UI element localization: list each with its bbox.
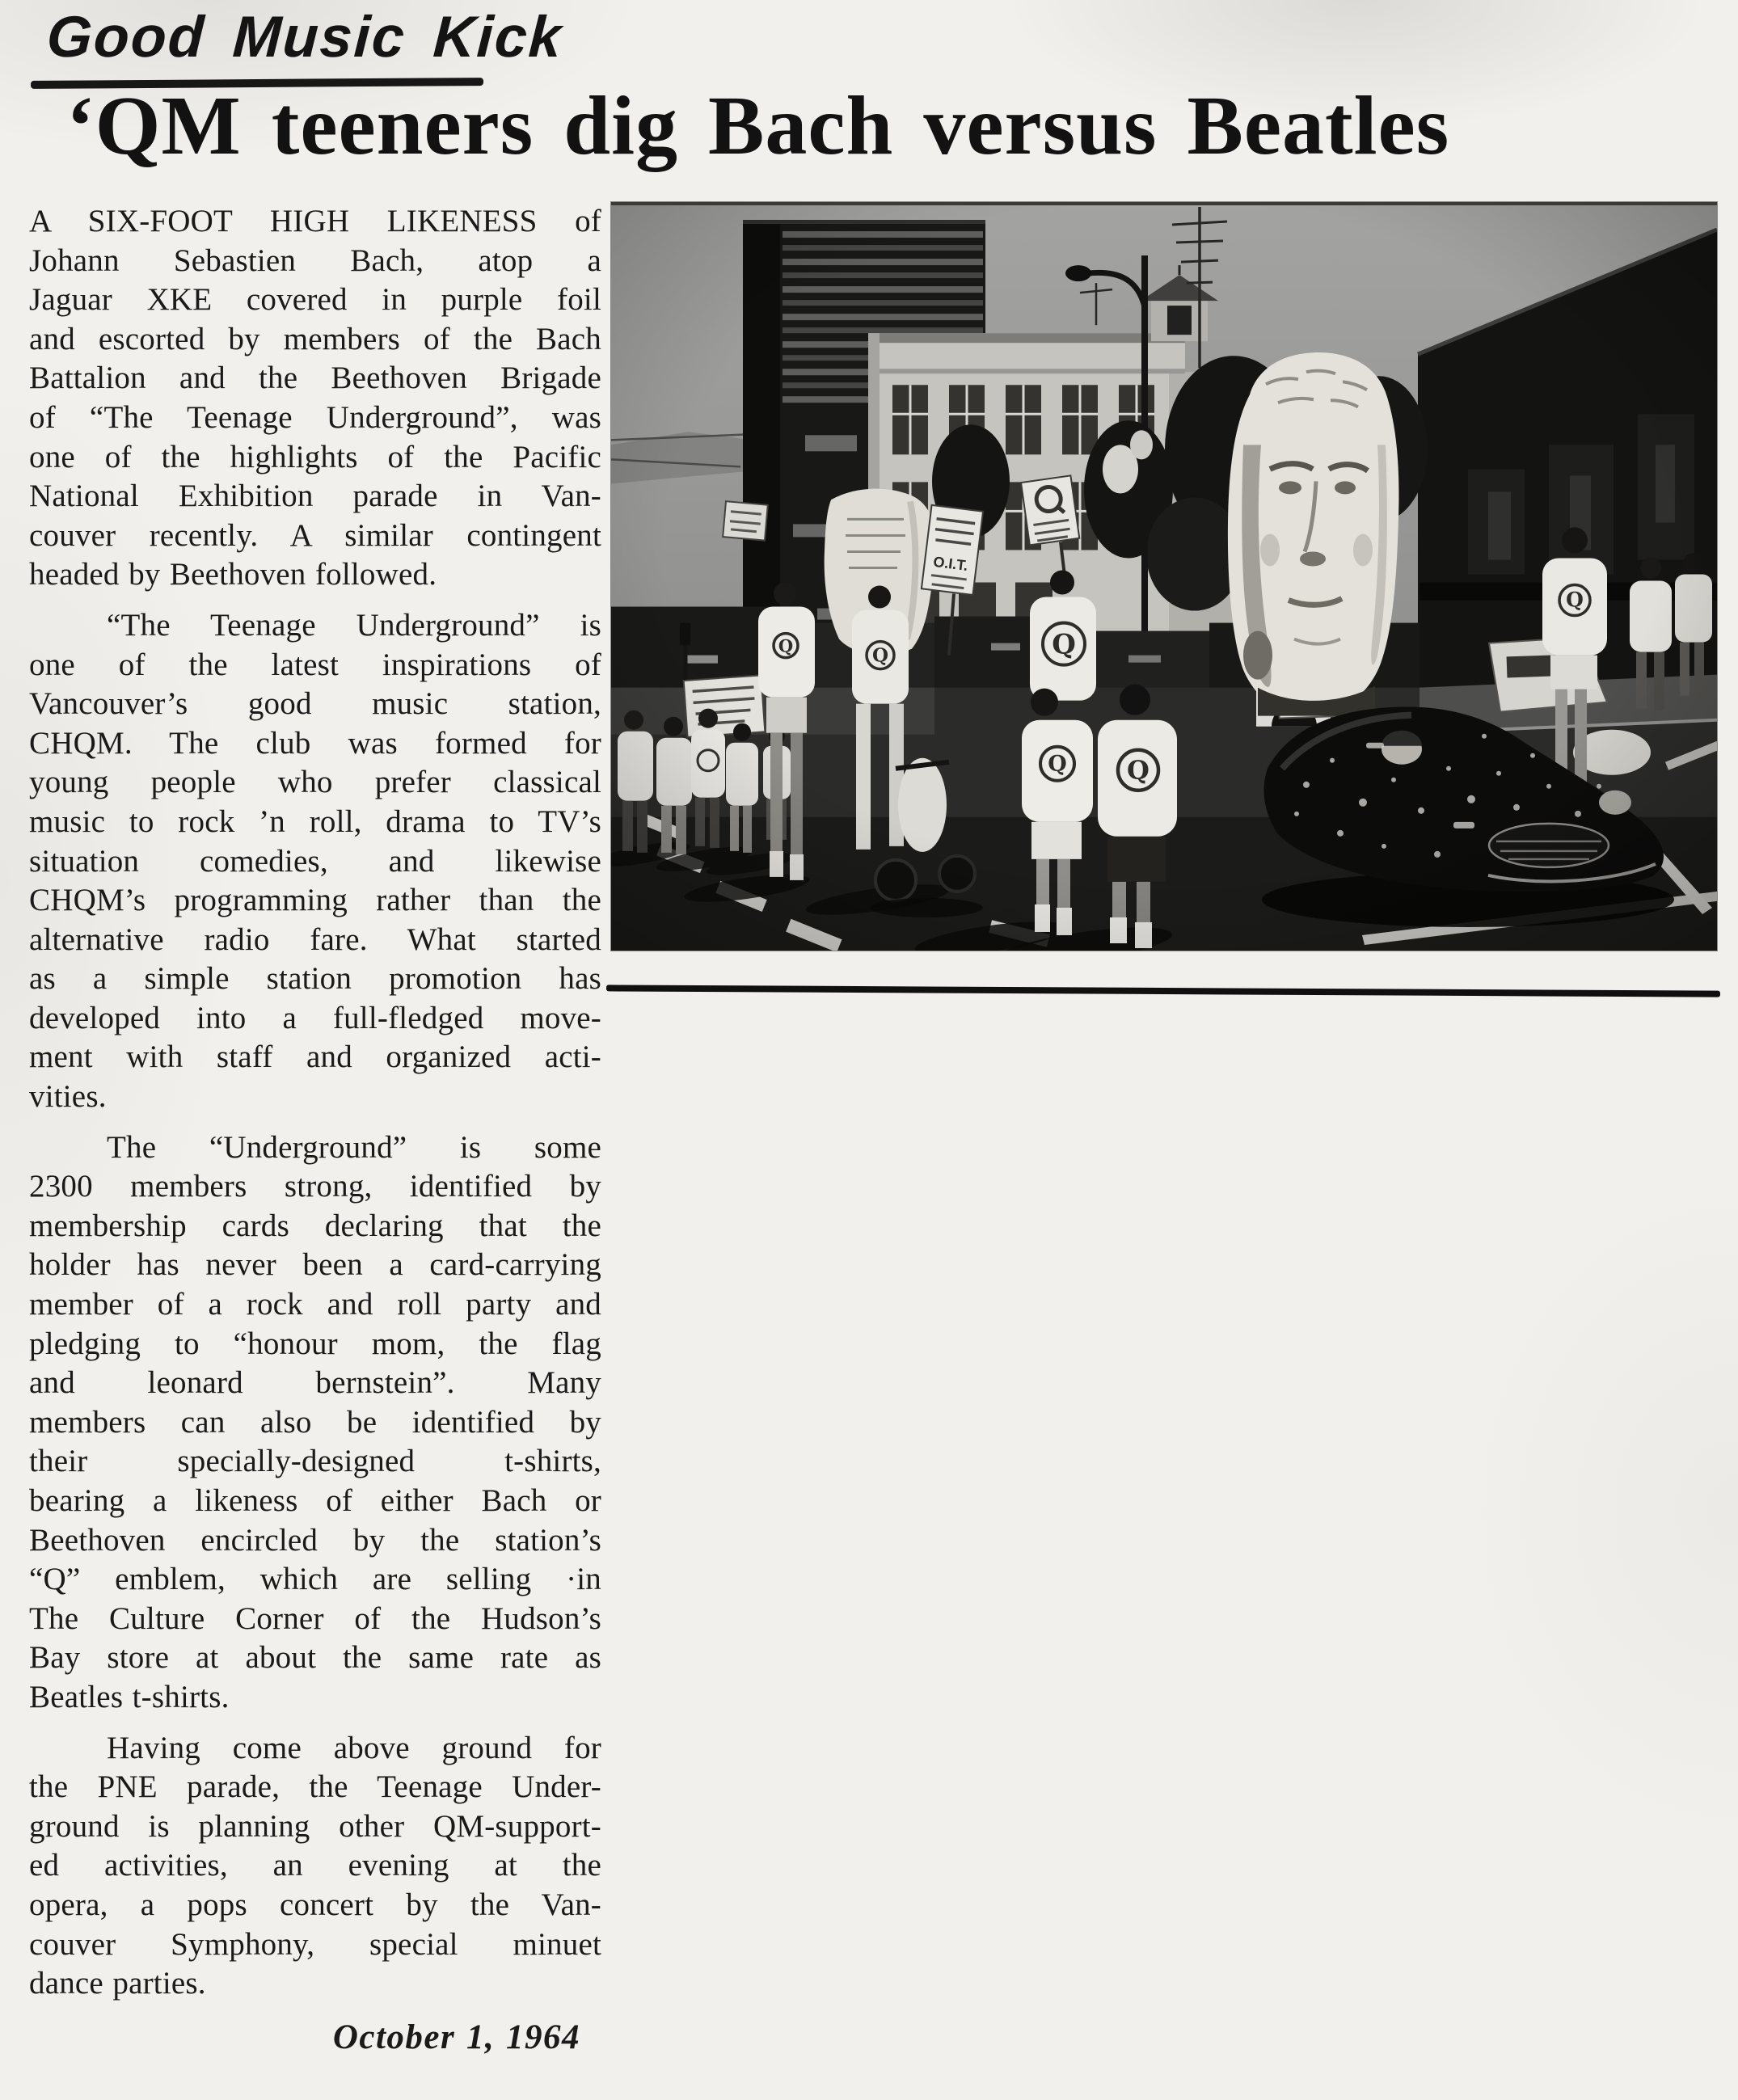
text-line: The “Underground” is some: [107, 1129, 601, 1165]
text-line: developed into a full-fledged move-: [29, 1000, 601, 1035]
text-line: and leonard bernstein”. Many: [29, 1365, 601, 1401]
text-line: music to rock ’n roll, drama to TV’s: [29, 803, 601, 839]
text-line: alternative radio fare. What started: [29, 921, 601, 957]
text-line: opera, a pops concert by the Van-: [29, 1887, 601, 1922]
headline: ‘QM teeners dig Bach versus Beatles: [66, 79, 1450, 172]
text-line: “Q” emblem, which are selling ·in: [29, 1562, 601, 1597]
text-line: their specially-designed t-shirts,: [29, 1444, 601, 1479]
text-line: ground is planning other QM-support-: [29, 1808, 601, 1844]
paragraph: [29, 1729, 601, 2004]
text-line: as a simple station promotion has: [29, 961, 601, 997]
text-line: bearing a likeness of either Bach or: [29, 1483, 601, 1518]
text-line: situation comedies, and likewise: [29, 843, 601, 879]
text-line: couver recently. A similar contingent: [29, 517, 601, 553]
text-line: members can also be identified by: [29, 1404, 601, 1440]
text-line: one of the latest inspirations of: [29, 647, 601, 682]
text-line: A SIX-FOOT HIGH LIKENESS of: [29, 204, 601, 238]
text-line: Vancouver’s good music station,: [29, 686, 601, 722]
text-line: dance parties.: [29, 1966, 206, 2001]
text-line: of “The Teenage Underground”, was: [29, 399, 601, 435]
text-line: the PNE parade, the Teenage Under-: [29, 1769, 601, 1805]
text-line: young people who prefer classical: [29, 765, 601, 800]
kicker: Good Music Kick: [44, 5, 565, 70]
text-line: Bay store at about the same rate as: [29, 1640, 601, 1676]
dateline: October 1, 1964: [332, 2018, 580, 2056]
article-body: [29, 202, 601, 2058]
text-line: CHQM’s programming rather than the: [29, 883, 601, 918]
text-line: couver Symphony, special minuet: [29, 1926, 601, 1962]
text-line: Battalion and the Beethoven Brigade: [29, 361, 601, 396]
text-line: CHQM. The club was formed for: [29, 725, 601, 761]
parade-photo: [611, 202, 1717, 951]
text-line: and escorted by members of the Bach: [29, 321, 601, 356]
text-line: 2300 members strong, identified by: [29, 1169, 601, 1204]
text-line: Beethoven encircled by the station’s: [29, 1522, 601, 1558]
text-line: vities.: [29, 1079, 107, 1115]
photo-vignette: [611, 202, 1717, 951]
bottom-rule: [606, 985, 1720, 997]
text-line: ment with staff and organized acti-: [29, 1039, 601, 1075]
text-line: headed by Beethoven followed.: [29, 557, 437, 592]
text-line: Johann Sebastien Bach, atop a: [29, 242, 601, 278]
text-line: pledging to “honour mom, the flag: [29, 1326, 601, 1361]
photo-top-edge: [611, 202, 1717, 205]
text-line: member of a rock and roll party and: [29, 1287, 601, 1322]
paragraph: [29, 202, 601, 595]
text-line: Having come above ground for: [107, 1730, 601, 1765]
text-line: Beatles t-shirts.: [29, 1679, 230, 1714]
text-line: “The Teenage Underground” is: [107, 607, 601, 643]
text-line: The Culture Corner of the Hudson’s: [29, 1600, 601, 1636]
parade-photo-canvas: [611, 202, 1717, 951]
text-line: membership cards declaring that the: [29, 1208, 601, 1243]
paragraph: [29, 1128, 601, 1718]
text-line: holder has never been a card-carrying: [29, 1247, 601, 1283]
text-line: ed activities, an evening at the: [29, 1848, 601, 1883]
text-line: one of the highlights of the Pacific: [29, 439, 601, 474]
text-line: National Exhibition parade in Van-: [29, 479, 601, 514]
paragraph: [29, 606, 601, 1117]
text-line: Jaguar XKE covered in purple foil: [29, 282, 601, 318]
